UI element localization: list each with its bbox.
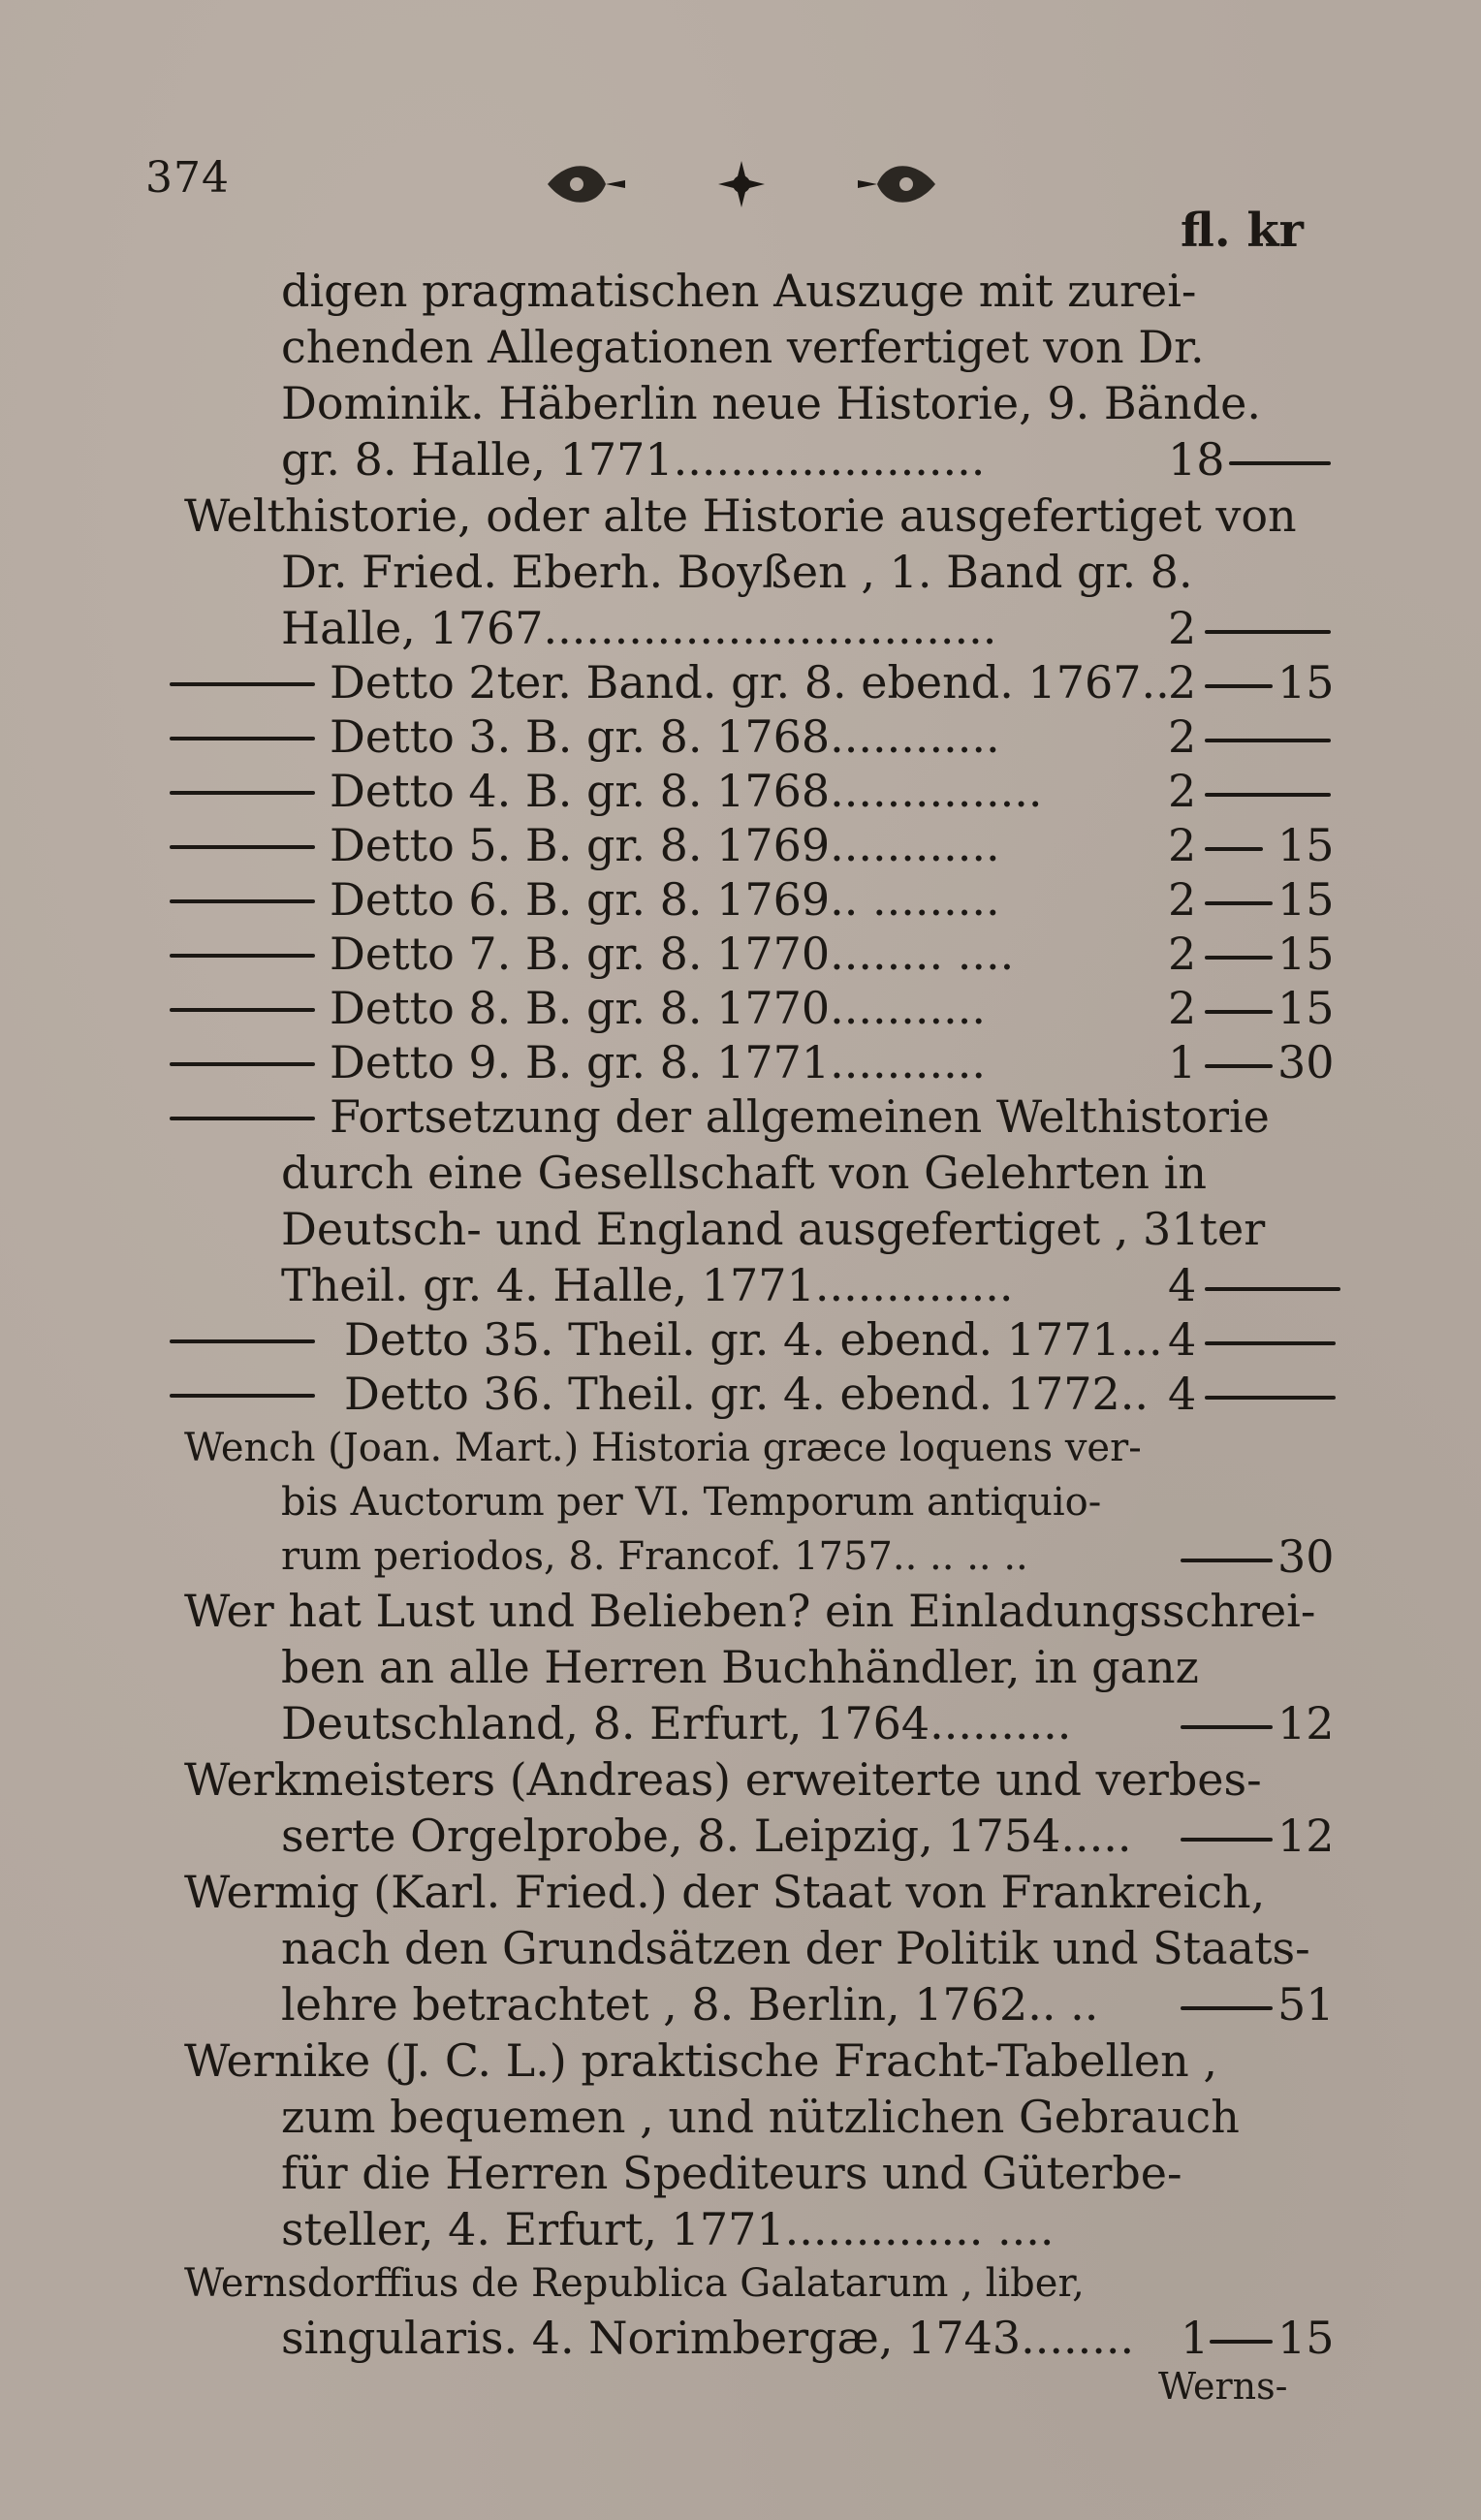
entry-line: Werkmeisters (Andreas) erweiterte und verbes- (184, 1753, 1262, 1806)
entry-line: Detto 4. B. gr. 8. 1768............... (330, 765, 1043, 817)
price-fl: 1 (1168, 1036, 1197, 1088)
price-fl: 4 (1168, 1313, 1197, 1366)
price (1168, 1035, 1196, 1089)
price-dash (1205, 1010, 1273, 1014)
entry-line: Wernike (J. C. L.) praktische Fracht-Tabellen , (184, 2034, 1217, 2087)
price-kr: 51 (1277, 1978, 1335, 2031)
price-dash (1181, 1838, 1273, 1842)
entry-line: rum periodos, 8. Francof. 1757.. .. .. .. (281, 1534, 1028, 1579)
price-dash (1205, 1064, 1273, 1068)
price-dash (1205, 739, 1331, 742)
entry-line: Detto 9. B. gr. 8. 1771........... (330, 1036, 986, 1088)
price-dash (1205, 1287, 1340, 1291)
catchword: Werns- (1158, 2365, 1288, 2408)
price-dash (1205, 956, 1273, 960)
price (1168, 709, 1196, 764)
ditto-dash (170, 1062, 315, 1066)
price-dash (1210, 2340, 1273, 2344)
entry-line: Detto 5. B. gr. 8. 1769............ (330, 819, 1000, 871)
price-fl: 2 (1168, 819, 1197, 871)
price (1168, 655, 1196, 709)
price-dash (1205, 1396, 1336, 1400)
entry-line: Dr. Fried. Eberh. Boyßen , 1. Band gr. 8. (281, 546, 1193, 598)
price-dash (1229, 461, 1331, 465)
entry-line: Wernsdorffius de Republica Galatarum , liber, (184, 2261, 1085, 2306)
entry-line: Wermig (Karl. Fried.) der Staat von Frankreich, (184, 1866, 1266, 1918)
ornament-icon (538, 155, 945, 213)
entry-line: Detto 7. B. gr. 8. 1770........ .... (330, 928, 1015, 980)
price-fl: 2 (1168, 928, 1197, 980)
price-dash (1205, 901, 1273, 905)
price-fl: 4 (1168, 1259, 1197, 1311)
entry-line: serte Orgelprobe, 8. Leipzig, 1754..... (281, 1810, 1132, 1862)
price-dash (1205, 1341, 1336, 1345)
price (1168, 601, 1196, 655)
price-dash (1205, 847, 1263, 851)
price-kr: 15 (1277, 982, 1335, 1034)
price-fl: 2 (1168, 602, 1197, 654)
price-dash (1181, 1725, 1273, 1729)
entry-line: zum bequemen , und nützlichen Gebrauch (281, 2091, 1240, 2143)
price-fl: 2 (1168, 982, 1197, 1034)
price-kr: 15 (1277, 928, 1335, 980)
entry-line: digen pragmatischen Auszuge mit zurei- (281, 265, 1197, 317)
price-dash (1205, 684, 1273, 688)
price-kr: 12 (1277, 1697, 1335, 1749)
entry-line: durch eine Gesellschaft von Gelehrten in (281, 1147, 1207, 1199)
entry-line: Theil. gr. 4. Halle, 1771.............. (281, 1259, 1014, 1311)
entry-line: Detto 6. B. gr. 8. 1769.. ......... (330, 873, 1000, 926)
price-dash (1205, 793, 1331, 797)
entry-line: Deutsch- und England ausgefertiget , 31ter (281, 1203, 1266, 1255)
entry-line: steller, 4. Erfurt, 1771.............. .... (281, 2203, 1055, 2255)
price (1168, 981, 1196, 1035)
ditto-dash (170, 737, 315, 740)
price (1168, 764, 1196, 818)
entry-line: Wench (Joan. Mart.) Historia græce loquens ver- (184, 1426, 1142, 1470)
ditto-dash (170, 899, 315, 903)
entry-line: Detto 2ter. Band. gr. 8. ebend. 1767.. (330, 656, 1170, 709)
price (1168, 872, 1196, 927)
price (1168, 1258, 1196, 1312)
price-fl: 2 (1168, 656, 1197, 709)
entry-line: für die Herren Spediteurs und Güterbe- (281, 2147, 1182, 2199)
price-kr: 12 (1277, 1810, 1335, 1862)
entry-line: Wer hat Lust und Belieben? ein Einladungsschrei- (184, 1585, 1316, 1637)
price-fl: 2 (1168, 710, 1197, 763)
price-kr: 15 (1277, 873, 1335, 926)
ditto-dash (170, 954, 315, 958)
entry-line: Deutschland, 8. Erfurt, 1764.......... (281, 1697, 1072, 1749)
entry-line: Halle, 1767................................ (281, 602, 997, 654)
ditto-dash (170, 1394, 315, 1398)
entry-line: lehre betrachtet , 8. Berlin, 1762.. .. (281, 1978, 1099, 2031)
entry-line: chenden Allegationen verfertiget von Dr. (281, 321, 1205, 373)
price (1168, 432, 1225, 487)
price (1168, 1312, 1196, 1367)
ditto-dash (170, 682, 315, 686)
price (1168, 927, 1196, 981)
entry-line: Detto 8. B. gr. 8. 1770........... (330, 982, 986, 1034)
price (1168, 1367, 1196, 1421)
price-kr: 15 (1277, 819, 1335, 871)
entry-line: nach den Grundsätzen der Politik und Staats- (281, 1922, 1310, 1974)
entry-line: Dominik. Häberlin neue Historie, 9. Bände. (281, 377, 1261, 429)
price-kr: 30 (1277, 1036, 1335, 1088)
entry-line: Detto 35. Theil. gr. 4. ebend. 1771... (344, 1313, 1163, 1366)
entry-line: singularis. 4. Norimbergæ, 1743........ (281, 2312, 1135, 2364)
ditto-dash (170, 1008, 315, 1012)
entry-line: Fortsetzung der allgemeinen Welthistorie (330, 1090, 1270, 1143)
price-fl: 4 (1168, 1368, 1197, 1420)
ditto-dash (170, 845, 315, 849)
price-fl: 18 (1168, 433, 1225, 486)
price-fl: 2 (1168, 765, 1197, 817)
price-dash (1181, 2006, 1273, 2010)
ditto-dash (170, 791, 315, 795)
entry-line: bis Auctorum per VI. Temporum antiquio- (281, 1480, 1102, 1525)
ditto-dash (170, 1117, 315, 1120)
entry-line: Detto 3. B. gr. 8. 1768............ (330, 710, 1000, 763)
price-dash (1181, 1559, 1273, 1562)
page-number: 374 (145, 153, 230, 203)
price-kr: 30 (1277, 1530, 1335, 1583)
entry-line: ben an alle Herren Buchhändler, in ganz (281, 1641, 1199, 1693)
price (1168, 818, 1196, 872)
price (1181, 2311, 1209, 2365)
price-kr: 15 (1277, 656, 1335, 709)
price-fl: 2 (1168, 873, 1197, 926)
ditto-dash (170, 1339, 315, 1343)
price-kr: 15 (1277, 2312, 1335, 2364)
entry-line: Detto 36. Theil. gr. 4. ebend. 1772.. (344, 1368, 1150, 1420)
column-header: fl. kr (1181, 204, 1304, 258)
price-dash (1205, 630, 1331, 634)
entry-line: Welthistorie, oder alte Historie ausgefertiget von (184, 489, 1297, 542)
entry-line: gr. 8. Halle, 1771...................... (281, 433, 986, 486)
price-fl: 1 (1181, 2312, 1210, 2364)
